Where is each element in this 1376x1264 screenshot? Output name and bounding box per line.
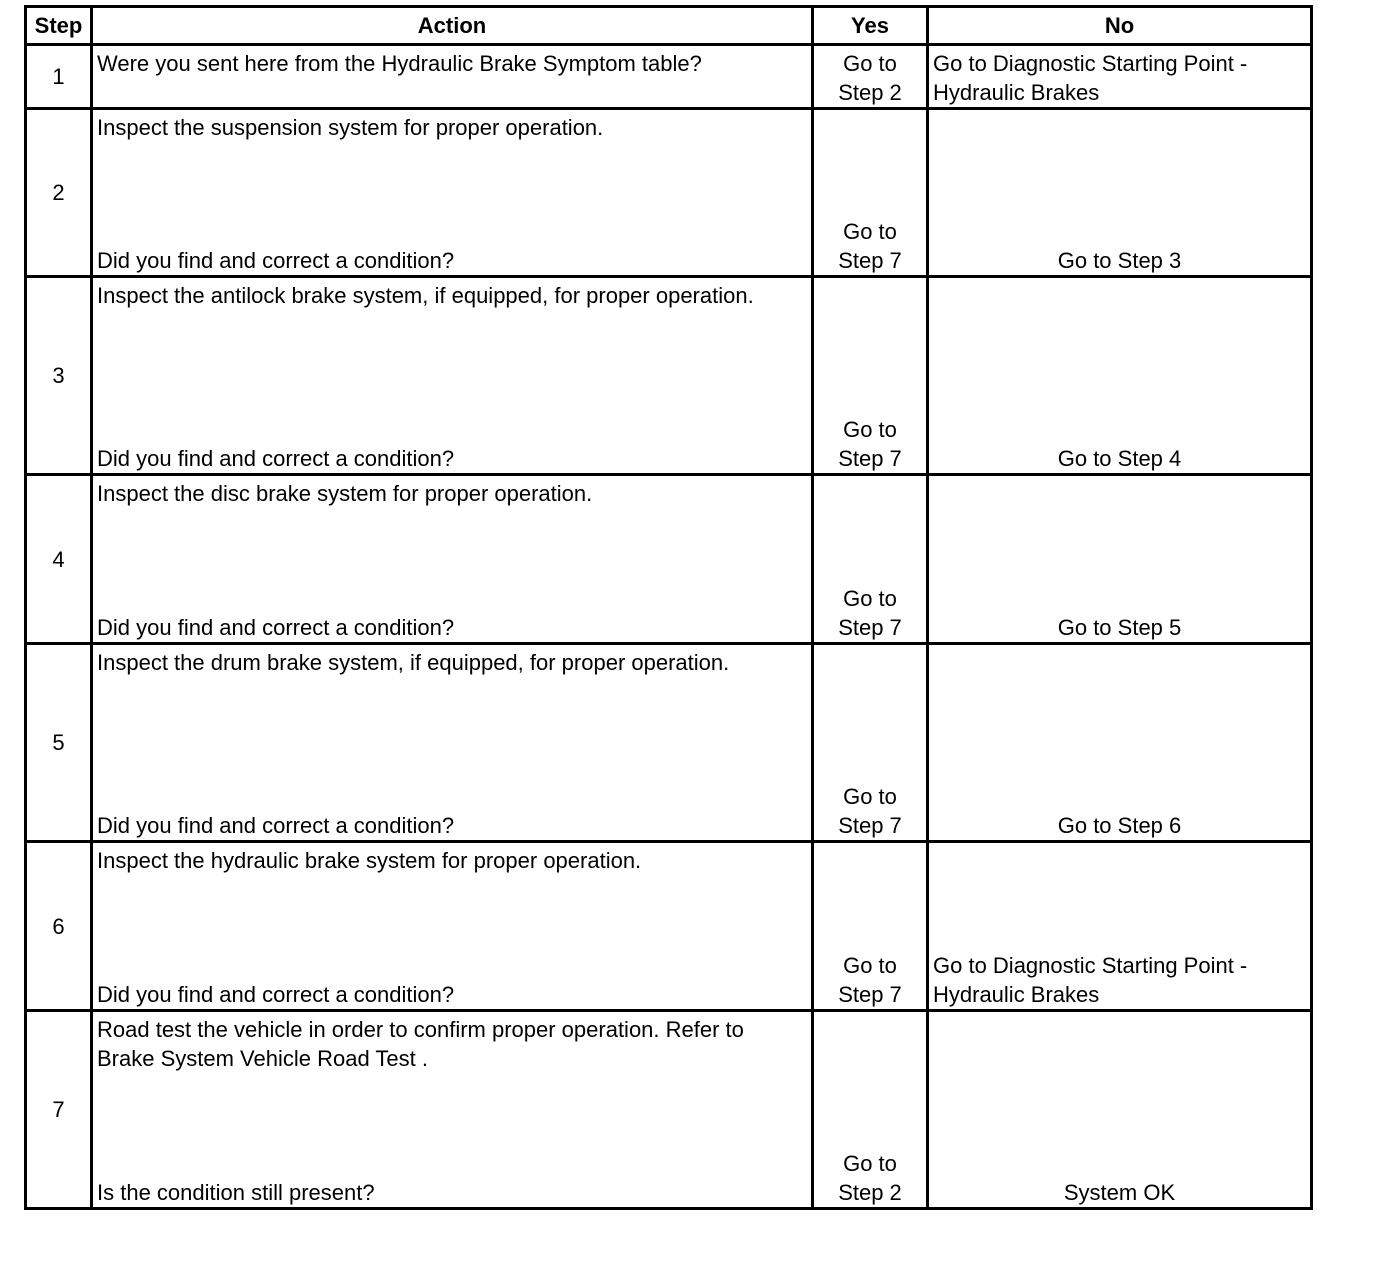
action-cell bbox=[92, 644, 813, 842]
step-number: 2 bbox=[26, 109, 92, 277]
header-row bbox=[26, 7, 1312, 45]
yes-result: Go to Step 2 bbox=[838, 51, 902, 105]
no-cell bbox=[928, 842, 1312, 1011]
yes-cell bbox=[813, 45, 928, 109]
table-row bbox=[26, 475, 1312, 644]
action-question: Did you find and correct a condition? bbox=[97, 446, 455, 471]
action-cell bbox=[92, 45, 813, 109]
diagnostic-table bbox=[24, 5, 1313, 1210]
no-result: Go to Step 5 bbox=[1057, 615, 1182, 640]
step-number: 6 bbox=[26, 842, 92, 1011]
action-instruction: Inspect the antilock brake system, if equipped, for proper operation. bbox=[97, 283, 754, 308]
no-result: Go to Step 6 bbox=[1057, 813, 1182, 838]
action-instruction: Inspect the drum brake system, if equipped, for proper operation. bbox=[97, 650, 730, 675]
step-number: 7 bbox=[26, 1011, 92, 1209]
action-question: Did you find and correct a condition? bbox=[97, 248, 455, 273]
no-result: Go to Diagnostic Starting Point - Hydraulic Brakes bbox=[933, 953, 1248, 1007]
step-number: 1 bbox=[26, 45, 92, 109]
header-yes: Yes bbox=[813, 7, 928, 45]
action-instruction: Inspect the suspension system for proper operation. bbox=[97, 115, 604, 140]
yes-cell bbox=[813, 842, 928, 1011]
table-row bbox=[26, 644, 1312, 842]
yes-cell bbox=[813, 277, 928, 475]
no-cell bbox=[928, 1011, 1312, 1209]
yes-result: Go to Step 7 bbox=[838, 219, 902, 273]
action-instruction: Inspect the hydraulic brake system for proper operation. bbox=[97, 848, 642, 873]
yes-result: Go to Step 7 bbox=[838, 586, 902, 640]
action-cell bbox=[92, 277, 813, 475]
table-row bbox=[26, 45, 1312, 109]
yes-result: Go to Step 7 bbox=[838, 417, 902, 471]
no-result: Go to Diagnostic Starting Point - Hydraulic Brakes bbox=[933, 51, 1248, 105]
yes-result: Go to Step 7 bbox=[838, 953, 902, 1007]
no-cell bbox=[928, 277, 1312, 475]
action-cell bbox=[92, 1011, 813, 1209]
yes-cell bbox=[813, 475, 928, 644]
header-no: No bbox=[928, 7, 1312, 45]
action-cell bbox=[92, 475, 813, 644]
step-number: 4 bbox=[26, 475, 92, 644]
step-number: 3 bbox=[26, 277, 92, 475]
no-result: Go to Step 4 bbox=[1057, 446, 1182, 471]
no-cell bbox=[928, 45, 1312, 109]
header-action: Action bbox=[92, 7, 813, 45]
no-cell bbox=[928, 475, 1312, 644]
yes-cell bbox=[813, 1011, 928, 1209]
action-question: Did you find and correct a condition? bbox=[97, 615, 455, 640]
no-result: Go to Step 3 bbox=[1057, 248, 1182, 273]
header-step: Step bbox=[26, 7, 92, 45]
table-row bbox=[26, 277, 1312, 475]
yes-result: Go to Step 7 bbox=[838, 784, 902, 838]
yes-cell bbox=[813, 109, 928, 277]
action-question: Did you find and correct a condition? bbox=[97, 813, 455, 838]
action-instruction: Inspect the disc brake system for proper operation. bbox=[97, 481, 593, 506]
no-cell bbox=[928, 644, 1312, 842]
no-result: System OK bbox=[1063, 1180, 1176, 1205]
action-cell bbox=[92, 109, 813, 277]
action-instruction: Were you sent here from the Hydraulic Brake Symptom table? bbox=[97, 51, 702, 76]
action-question: Did you find and correct a condition? bbox=[97, 982, 455, 1007]
action-instruction: Road test the vehicle in order to confirm proper operation. Refer to Brake System Vehicle Road Test . bbox=[97, 1017, 744, 1071]
no-cell bbox=[928, 109, 1312, 277]
action-cell bbox=[92, 842, 813, 1011]
table-row bbox=[26, 842, 1312, 1011]
table-row bbox=[26, 1011, 1312, 1209]
step-number: 5 bbox=[26, 644, 92, 842]
action-question: Is the condition still present? bbox=[97, 1180, 375, 1205]
yes-result: Go to Step 2 bbox=[838, 1151, 902, 1205]
yes-cell bbox=[813, 644, 928, 842]
table-row bbox=[26, 109, 1312, 277]
